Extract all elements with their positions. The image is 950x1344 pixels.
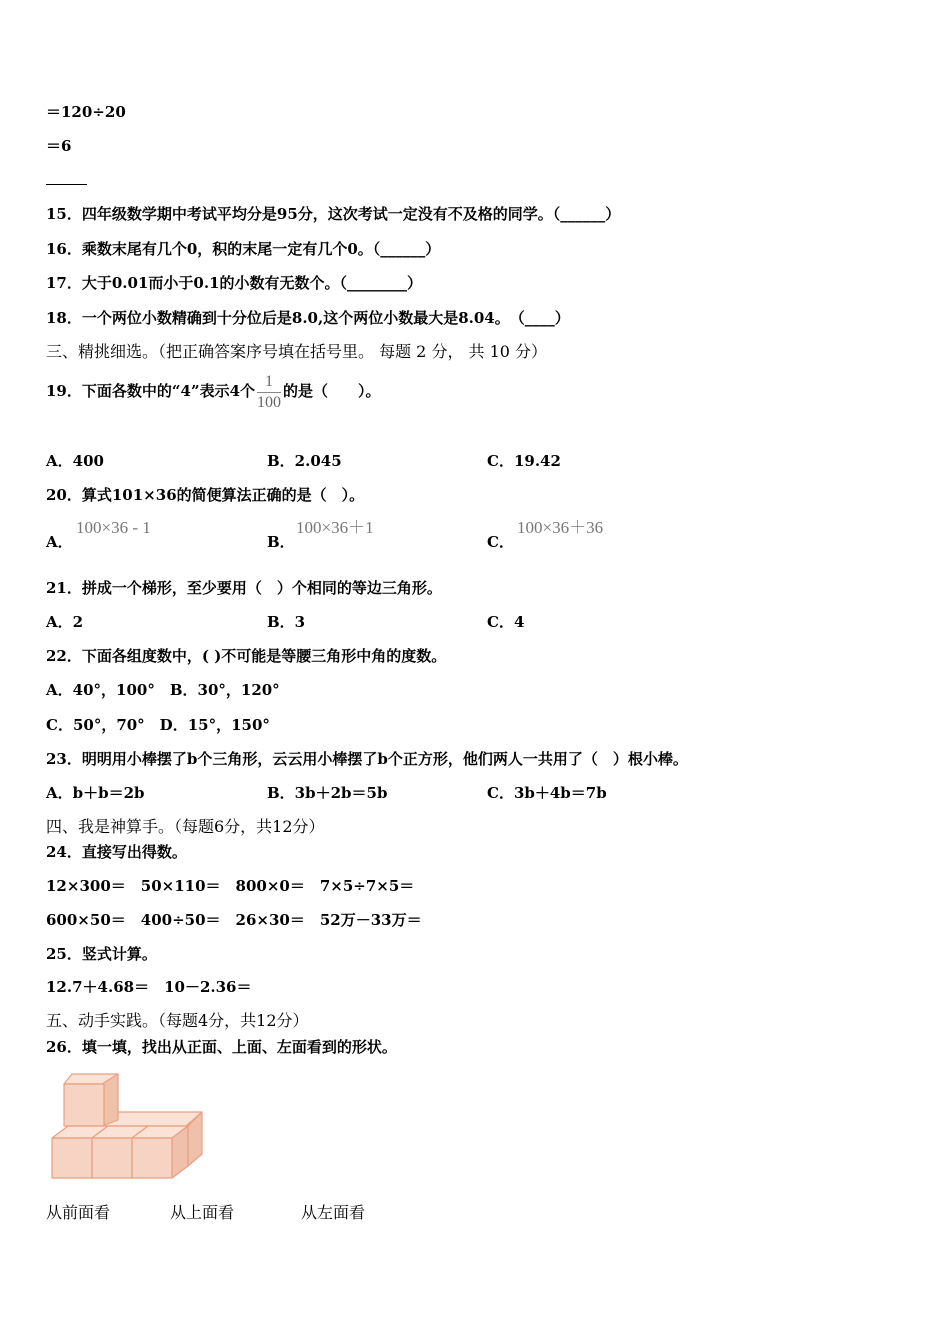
q22-options-row-1: A．40°，100° B．30°，120° bbox=[46, 681, 280, 699]
fraction-one-hundredth bbox=[257, 372, 281, 413]
cube-front-face bbox=[132, 1138, 172, 1178]
view-top-label: 从上面看 bbox=[170, 1203, 235, 1222]
section-5-heading: 五、动手实践。（每题4分，共12分） bbox=[46, 1011, 309, 1030]
q23-option-b: B．3b＋2b＝5b bbox=[267, 784, 388, 802]
question-20: 20．算式101×36的简便算法正确的是（ ）。 bbox=[46, 486, 365, 504]
q21-option-b: B．3 bbox=[267, 613, 306, 631]
question-16: 16．乘数末尾有几个0，积的末尾一定有几个0。（______） bbox=[46, 240, 441, 258]
calc-line-1: ＝120÷20 bbox=[46, 103, 126, 121]
q21-option-a: A．2 bbox=[46, 613, 84, 631]
view-left-label: 从左面看 bbox=[301, 1203, 366, 1222]
question-17: 17．大于0.01而小于0.1的小数有无数个。（________） bbox=[46, 274, 423, 292]
cube-front-face bbox=[92, 1138, 132, 1178]
q19-option-b: B．2.045 bbox=[267, 452, 342, 470]
q19-option-a: A．400 bbox=[46, 452, 104, 470]
cube-front-face bbox=[64, 1084, 104, 1126]
q20-option-c-label: C． bbox=[487, 533, 514, 551]
view-front-label: 从前面看 bbox=[46, 1203, 111, 1222]
question-19 bbox=[46, 370, 381, 413]
answer-rule bbox=[46, 184, 87, 185]
q21-option-c: C．4 bbox=[487, 613, 525, 631]
question-19-prefix: 19．下面各数中的“4”表示4个 bbox=[46, 382, 256, 400]
q23-option-a: A．b＋b＝2b bbox=[46, 784, 145, 802]
q20-option-a-label: A． bbox=[46, 533, 73, 551]
calc-line-2: ＝6 bbox=[46, 137, 72, 155]
fraction-denominator: 100 bbox=[257, 393, 282, 411]
q20-option-a-expression: 100×36 - 1 bbox=[76, 518, 151, 537]
q23-option-c: C．3b＋4b＝7b bbox=[487, 784, 607, 802]
fraction-numerator: 1 bbox=[257, 372, 281, 393]
question-26: 26．填一填，找出从正面、上面、左面看到的形状。 bbox=[46, 1038, 397, 1056]
q25-row-1: 12.7＋4.68＝ 10－2.36＝ bbox=[46, 978, 252, 996]
question-21: 21．拼成一个梯形，至少要用（ ）个相同的等边三角形。 bbox=[46, 579, 442, 597]
q20-option-c-expression: 100×36＋36 bbox=[517, 518, 604, 537]
q20-option-b-expression: 100×36＋1 bbox=[296, 518, 374, 537]
question-15: 15．四年级数学期中考试平均分是95分，这次考试一定没有不及格的同学。（______） bbox=[46, 205, 621, 223]
question-25: 25．竖式计算。 bbox=[46, 945, 157, 963]
cube-stack-figure bbox=[48, 1068, 208, 1184]
question-19-suffix: 的是（ ）。 bbox=[283, 382, 381, 400]
section-3-heading: 三、精挑细选。（把正确答案序号填在括号里。 每题 2 分， 共 10 分） bbox=[46, 342, 548, 361]
q24-row-1: 12×300＝ 50×110＝ 800×0＝ 7×5÷7×5＝ bbox=[46, 877, 415, 895]
question-18: 18．一个两位小数精确到十分位后是8.0,这个两位小数最大是8.04。 （____） bbox=[46, 309, 570, 327]
q24-row-2: 600×50＝ 400÷50＝ 26×30＝ 52万－33万＝ bbox=[46, 911, 422, 929]
question-22: 22．下面各组度数中，( )不可能是等腰三角形中角的度数。 bbox=[46, 647, 447, 665]
cube-front-face bbox=[52, 1138, 92, 1178]
question-23: 23．明明用小棒摆了b个三角形，云云用小棒摆了b个正方形，他们两人一共用了（ ）根小棒。 bbox=[46, 750, 688, 768]
q19-option-c: C．19.42 bbox=[487, 452, 561, 470]
section-4-heading: 四、我是神算手。（每题6分，共12分） bbox=[46, 817, 325, 836]
q22-options-row-2: C．50°，70° D．15°，150° bbox=[46, 716, 270, 734]
question-24: 24．直接写出得数。 bbox=[46, 843, 187, 861]
q20-option-b-label: B． bbox=[267, 533, 295, 551]
